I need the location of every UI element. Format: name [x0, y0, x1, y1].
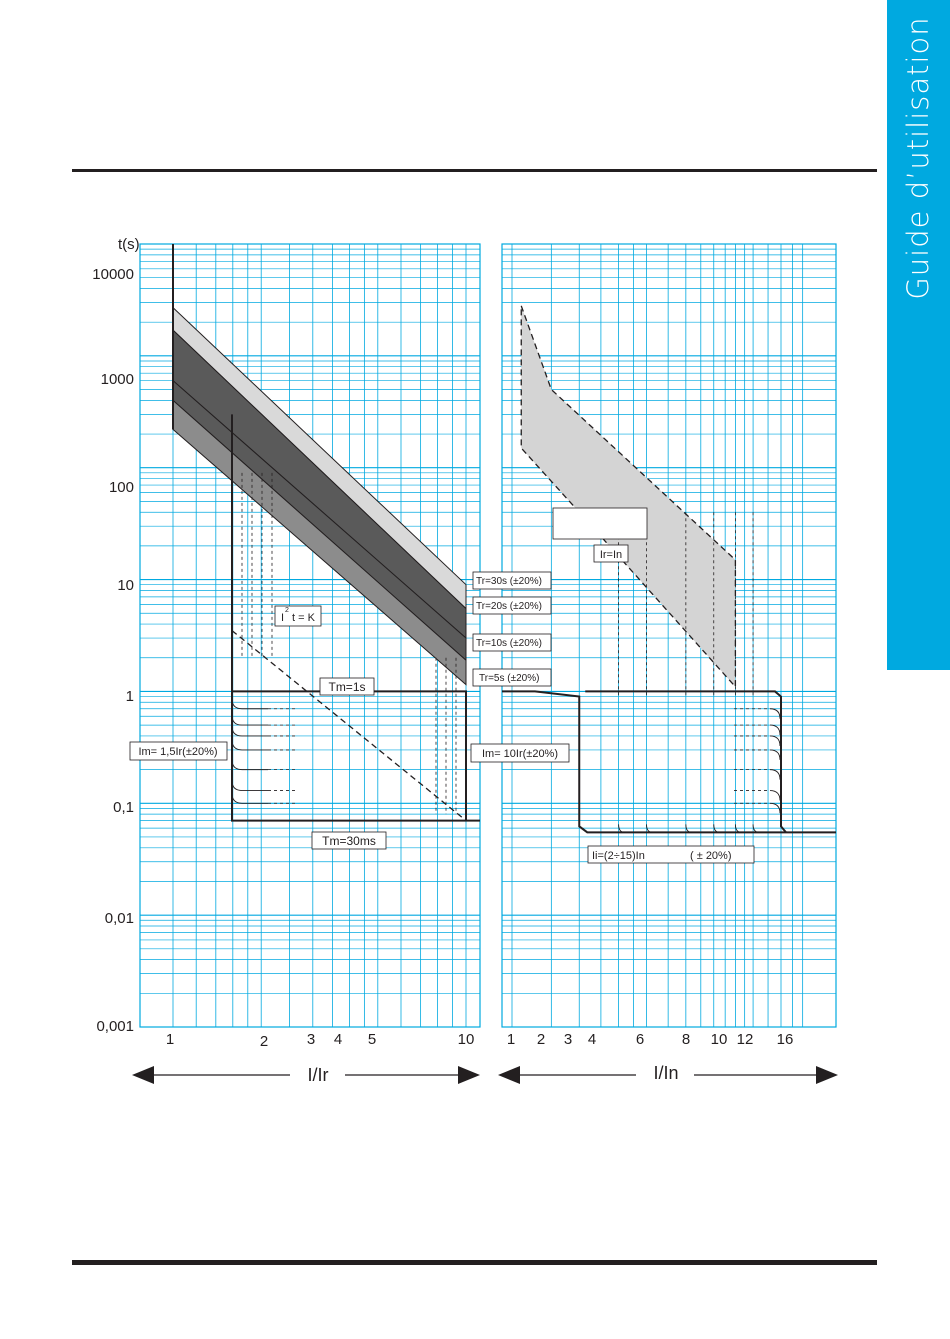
ii-family-curve — [770, 725, 780, 735]
label-tm1 — [320, 678, 374, 695]
y-tick-label: 100 — [108, 479, 134, 496]
y-tick-label: 0,001 — [96, 1018, 134, 1035]
y-axis-title: t(s) — [118, 236, 140, 253]
short-time-curve — [232, 726, 268, 736]
x-tick-label: 10 — [457, 1031, 475, 1048]
x-tick-label: 2 — [536, 1031, 546, 1048]
short-time-curve — [232, 715, 268, 725]
ii-family-curve — [770, 709, 780, 719]
x-axis-title-right: I/In — [653, 1063, 679, 1083]
x-tick-label: 12 — [736, 1031, 754, 1048]
x-tick-label: 10 — [710, 1031, 728, 1048]
x-tick-label: 3 — [306, 1031, 316, 1048]
svg-text:Ir=In: Ir=In — [599, 549, 623, 561]
svg-text:Tm=1s: Tm=1s — [328, 680, 366, 694]
label-im10 — [471, 744, 569, 762]
y-tick-label: 10000 — [92, 266, 134, 283]
label-im15 — [130, 742, 227, 760]
label-i2t — [275, 606, 321, 626]
x-tick-label: 4 — [587, 1031, 597, 1048]
x-tick-label: 1 — [165, 1031, 175, 1048]
x-tick-label: 6 — [635, 1031, 645, 1048]
svg-text:Tr=5s (±20%): Tr=5s (±20%) — [479, 673, 540, 684]
svg-text:Im= 1,5Ir(±20%): Im= 1,5Ir(±20%) — [138, 746, 218, 758]
grid-right — [502, 244, 836, 1027]
label-ii — [588, 846, 754, 863]
label-tr10 — [473, 634, 551, 651]
label-tm30 — [312, 832, 386, 849]
short-time-curve — [232, 699, 268, 709]
svg-text:I: I — [281, 612, 285, 624]
x-tick-label: 16 — [776, 1031, 794, 1048]
x-tick-label: 8 — [681, 1031, 691, 1048]
ir-region — [521, 306, 735, 687]
left-chart-marks — [173, 244, 480, 821]
ii-family-curve — [770, 736, 780, 746]
y-tick-label: 1 — [125, 688, 134, 705]
i2t-line — [232, 631, 466, 821]
grid-frame — [502, 244, 836, 1027]
svg-text:Im= 10Ir(±20%): Im= 10Ir(±20%) — [481, 748, 559, 760]
short-time-curve — [232, 793, 268, 803]
x-axis-title-left: I/Ir — [307, 1065, 329, 1085]
svg-text:t = K: t = K — [292, 612, 315, 624]
svg-text:Tr=20s (±20%): Tr=20s (±20%) — [476, 601, 542, 612]
x-tick-label: 2 — [259, 1033, 269, 1050]
ii-family-curve — [770, 770, 780, 780]
ii-family-curve — [770, 750, 780, 760]
svg-text:2: 2 — [285, 607, 289, 614]
y-tick-label: 0,01 — [104, 910, 134, 927]
x-tick-label: 5 — [367, 1031, 377, 1048]
x-tick-label: 1 — [506, 1031, 516, 1048]
y-tick-label: 0,1 — [113, 799, 134, 816]
short-time-curve — [232, 781, 268, 791]
ii-family-curve — [770, 791, 780, 801]
svg-text:Ii=(2÷15)In: Ii=(2÷15)In — [592, 850, 645, 862]
svg-text:Tr=10s (±20%): Tr=10s (±20%) — [476, 638, 542, 649]
y-tick-label: 10 — [117, 577, 134, 594]
y-tick-label: 1000 — [100, 371, 134, 388]
label-tr30 — [473, 572, 551, 589]
x-axis-arrow-left — [132, 1066, 480, 1084]
label-tr20 — [473, 597, 551, 614]
svg-text:Tm=30ms: Tm=30ms — [322, 834, 376, 848]
label-tr5 — [473, 669, 551, 686]
short-time-curve — [232, 760, 268, 770]
tr-band — [173, 330, 466, 638]
tm1-line — [232, 691, 466, 820]
x-tick-label: 4 — [333, 1031, 343, 1048]
side-tab-title: Guide d’utilisation — [901, 16, 935, 300]
svg-text:Tr=30s (±20%): Tr=30s (±20%) — [476, 576, 542, 587]
x-tick-label: 3 — [563, 1031, 573, 1048]
svg-text:( ± 20%): ( ± 20%) — [690, 850, 732, 862]
short-time-curve — [232, 740, 268, 750]
